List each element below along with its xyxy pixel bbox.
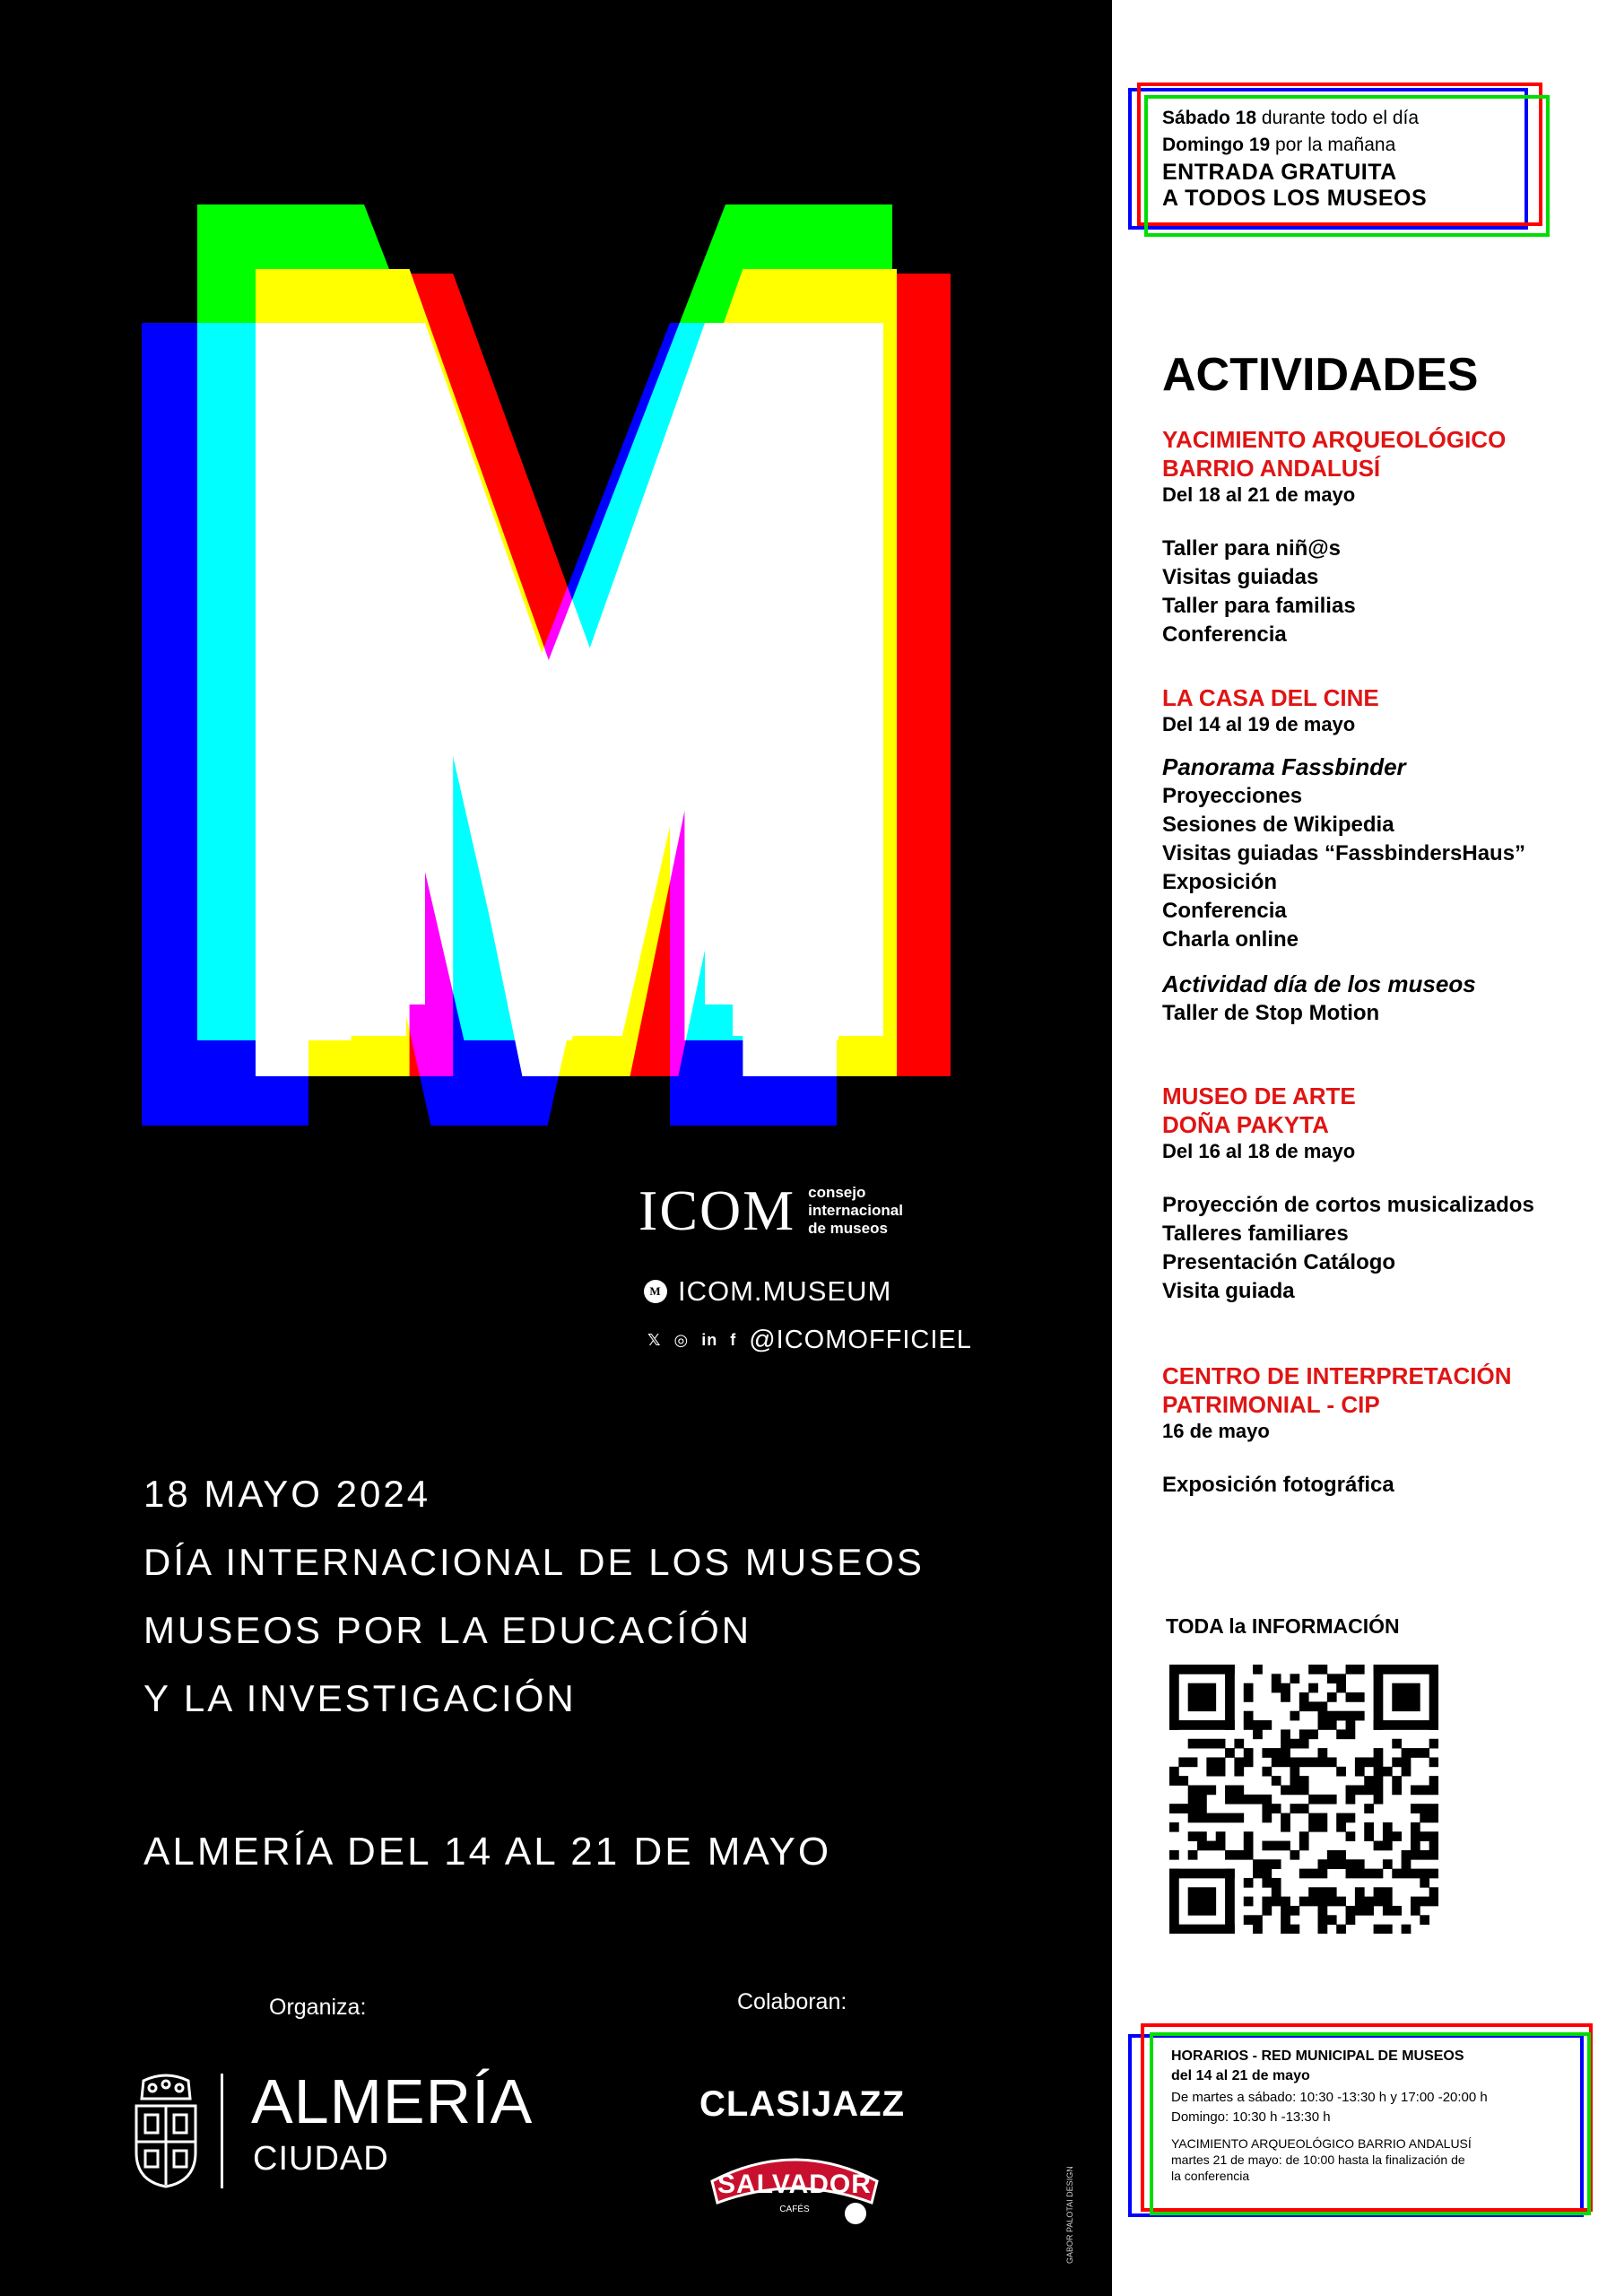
free-entry-saturday: Sábado 18 durante todo el día xyxy=(1162,108,1420,128)
icom-m-icon: M xyxy=(644,1280,667,1303)
horarios-title: HORARIOS - RED MUNICIPAL DE MUSEOS xyxy=(1171,2048,1464,2064)
salvador-cafes-logo xyxy=(705,2144,884,2228)
organiza-label: Organiza: xyxy=(269,1995,367,2020)
big-m-logo xyxy=(0,0,1112,1256)
qr-code-icon[interactable] xyxy=(1169,1665,1438,1934)
qr-finder xyxy=(1188,1887,1216,1915)
icom-website-text: ICOM.MUSEUM xyxy=(678,1275,892,1307)
almeria-name: ALMERÍA xyxy=(251,2066,534,2136)
horarios-yacimiento-2: martes 21 de mayo: de 10:00 hasta la finalización de xyxy=(1171,2152,1465,2167)
free-entry-line3: ENTRADA GRATUITA xyxy=(1162,160,1397,185)
logo-divider xyxy=(221,2074,223,2188)
headline xyxy=(143,1460,925,1733)
qr-finder xyxy=(1188,1683,1216,1711)
instagram-icon[interactable]: ◎ xyxy=(673,1331,690,1349)
almeria-ciudad: CIUDAD xyxy=(253,2140,389,2178)
free-entry-line4: A TODOS LOS MUSEOS xyxy=(1162,186,1428,211)
activity-section-pakyta: MUSEO DE ARTE DOÑA PAKYTA Del 16 al 18 de mayo Proyección de cortos musicalizados Talleres familiares Presentación Catálogo Visita guiada xyxy=(1162,1083,1534,1303)
horarios-sunday: Domingo: 10:30 h -13:30 h xyxy=(1171,2109,1331,2125)
colaboran-label: Colaboran: xyxy=(737,1989,847,2014)
activity-section-yacimiento: YACIMIENTO ARQUEOLÓGICO BARRIO ANDALUSÍ Del 18 al 21 de mayo Taller para niñ@s Visitas guiadas Taller para familias Conferencia xyxy=(1162,426,1507,647)
horarios-weekdays: De martes a sábado: 10:30 -13:30 h y 17:00 -20:00 h xyxy=(1171,2090,1488,2105)
qr-finder xyxy=(1169,1665,1179,1730)
free-entry-box xyxy=(1128,83,1544,235)
horarios-dates: del 14 al 21 de mayo xyxy=(1171,2068,1310,2083)
svg-text:CAFÉS: CAFÉS xyxy=(779,2205,810,2214)
clasijazz-logo: CLASIJAZZ xyxy=(699,2084,905,2124)
qr-finder xyxy=(1374,1665,1438,1674)
x-icon[interactable]: 𝕏 xyxy=(647,1331,662,1349)
icom-wordmark: ICOM xyxy=(638,1178,796,1242)
icom-website[interactable] xyxy=(644,1275,891,1308)
info-label: TODA la INFORMACIÓN xyxy=(1166,1614,1400,1638)
qr-finder xyxy=(1169,1869,1235,1879)
headline-line3: Y LA INVESTIGACIÓN xyxy=(143,1677,577,1719)
icom-logo xyxy=(638,1178,903,1242)
qr-finder xyxy=(1169,1665,1235,1674)
horarios-yacimiento-3: la conferencia xyxy=(1171,2169,1250,2183)
svg-text:SALVADOR: SALVADOR xyxy=(717,2170,872,2199)
qr-finder xyxy=(1392,1683,1420,1711)
free-entry-sunday: Domingo 19 por la mañana xyxy=(1162,135,1396,155)
design-credit: GABOR PALOTAI DESIGN xyxy=(1065,2166,1074,2264)
horarios-yacimiento: YACIMIENTO ARQUEOLÓGICO BARRIO ANDALUSÍ xyxy=(1171,2136,1472,2151)
city-dates: ALMERÍA DEL 14 AL 21 DE MAYO xyxy=(143,1830,832,1874)
headline-date: 18 MAYO 2024 xyxy=(143,1473,431,1515)
social-handle: @ICOMOFFICIEL xyxy=(749,1326,972,1354)
qr-finder xyxy=(1374,1720,1438,1730)
icom-social[interactable] xyxy=(647,1326,972,1355)
qr-finder xyxy=(1169,1869,1179,1934)
qr-finder xyxy=(1169,1925,1235,1934)
activity-section-cip: CENTRO DE INTERPRETACIÓN PATRIMONIAL - CIP 16 de mayo Exposición fotográfica xyxy=(1162,1362,1512,1497)
qr-finder xyxy=(1429,1665,1438,1730)
qr-finder xyxy=(1169,1720,1235,1730)
qr-finder xyxy=(1225,1869,1235,1934)
icom-subtitle: consejo internacional de museos xyxy=(808,1184,903,1237)
qr-finder xyxy=(1225,1665,1235,1730)
activity-section-casa-cine: LA CASA DEL CINE Del 14 al 19 de mayo Panorama Fassbinder Proyecciones Sesiones de Wikipedia Visitas guiadas “FassbindersHaus” Exposición Conferencia Charla online Actividad día de los museos Taller de Stop Motion xyxy=(1162,684,1526,1025)
actividades-title: ACTIVIDADES xyxy=(1162,349,1479,401)
headline-line2: MUSEOS POR LA EDUCACÍÓN xyxy=(143,1609,752,1651)
almeria-crest-icon xyxy=(126,2072,206,2188)
headline-line1: DÍA INTERNACIONAL DE LOS MUSEOS xyxy=(143,1541,925,1583)
facebook-icon[interactable]: f xyxy=(730,1331,737,1349)
qr-finder xyxy=(1374,1665,1384,1730)
linkedin-icon[interactable]: in xyxy=(701,1331,718,1349)
